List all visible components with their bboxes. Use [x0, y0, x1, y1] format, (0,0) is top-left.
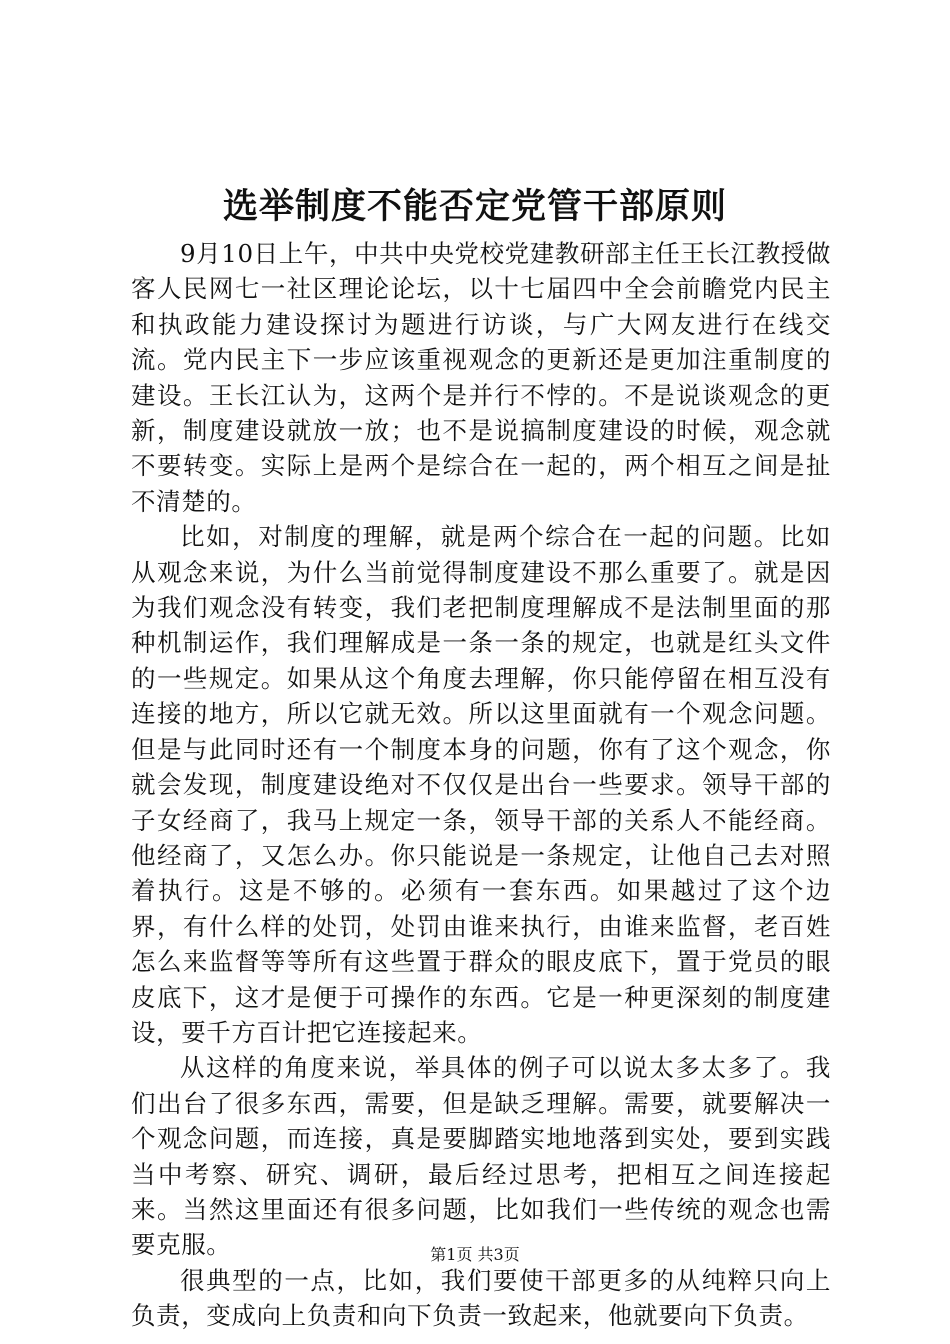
- page-footer: 第1页 共3页: [430, 1245, 520, 1264]
- paragraph-2: 比如，对制度的理解，就是两个综合在一起的问题。比如从观念来说，为什么当前觉得制度建设不那么重要了。就是因为我们观念没有转变，我们老把制度理解成不是法制里面的那种机制运作，我们理解成是一条一条的规定，也就是红头文件的一些规定。如果从这个角度去理解，你只能停留在相互没有连接的地方，所以它就无效。所以这里面就有一个观念问题。但是与此同时还有一个制度本身的问题，你有了这个观念，你就会发现，制度建设绝对不仅仅是出台一些要求。领导干部的子女经商了，我马上规定一条，领导干部的关系人不能经商。他经商了，又怎么办。你只能说是一条规定，让他自己去对照着执行。这是不够的。必须有一套东西。如果越过了这个边界，有什么样的处罚，处罚由谁来执行，由谁来监督，老百姓怎么来监督等等所有这些置于群众的眼皮底下，置于党员的眼皮底下，这才是便于可操作的东西。它是一种更深刻的制度建设，要千方百计把它连接起来。: [131, 522, 831, 1047]
- paragraph-1: 9月10日上午，中共中央党校党建教研部主任王长江教授做客人民网七一社区理论论坛，以十七届四中全会前瞻党内民主和执政能力建设探讨为题进行访谈，与广大网友进行在线交流。党内民主下一步应该重视观念的更新还是更加注重制度的建设。王长江认为，这两个是并行不悖的。不是说谈观念的更新，制度建设就放一放；也不是说搞制度建设的时候，观念就不要转变。实际上是两个是综合在一起的，两个相互之间是扯不清楚的。: [131, 239, 831, 516]
- document-body: [131, 236, 831, 1334]
- document-title: 选举制度不能否定党管干部原则: [222, 186, 727, 227]
- paragraph-4: 很典型的一点，比如，我们要使干部更多的从纯粹只向上负责，变成向上负责和向下负责一致起来，他就要向下负责。: [131, 1265, 831, 1331]
- paragraph-3: 从这样的角度来说，举具体的例子可以说太多太多了。我们出台了很多东西，需要，但是缺乏理解。需要，就要解决一个观念问题，而连接，真是要脚踏实地地落到实处，要到实践当中考察、研究、调研，最后经过思考，把相互之间连接起来。当然这里面还有很多问题，比如我们一些传统的观念也需要克服。: [131, 1053, 831, 1260]
